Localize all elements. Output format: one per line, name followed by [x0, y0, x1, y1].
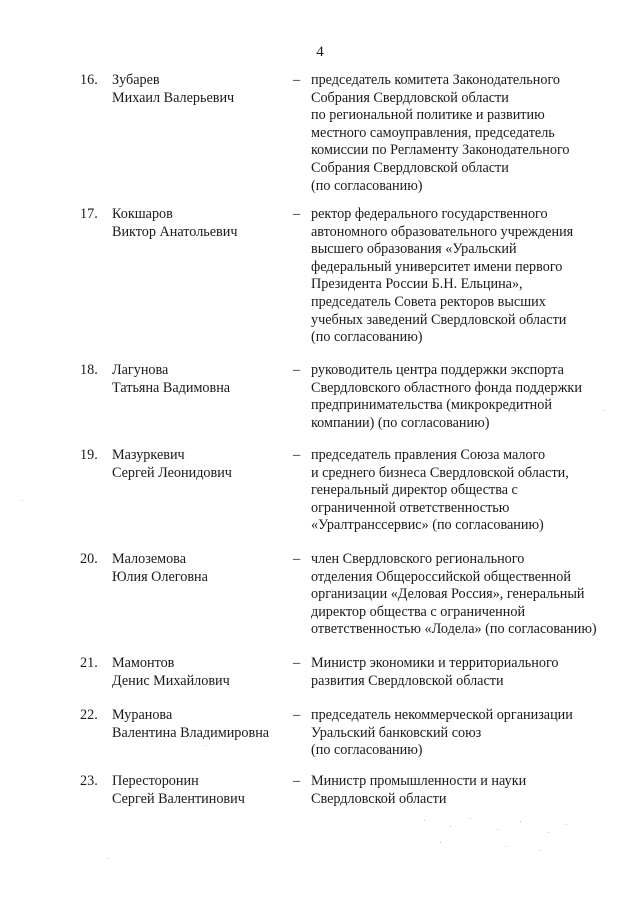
scan-speck [206, 745, 207, 746]
entry-number: 23. [80, 773, 98, 789]
member-name [112, 773, 292, 808]
entry-dash: – [293, 707, 301, 723]
position-line: (по согласованию) [311, 742, 423, 759]
position-line: автономного образовательного учреждения [311, 223, 574, 240]
position-line: и среднего бизнеса Свердловской области, [311, 464, 569, 481]
entry-number: 16. [80, 72, 98, 88]
member-surname: Мамонтов [112, 655, 175, 671]
scan-speck [566, 824, 567, 825]
position-line: местного самоуправления, председатель [311, 124, 555, 141]
scan-speck [108, 858, 109, 859]
scan-speck [450, 826, 451, 827]
position-line: Уральский банковский союз [311, 724, 482, 741]
member-surname: Малоземова [112, 551, 186, 567]
position-line: Свердловского областного фонда поддержки [311, 379, 582, 396]
member-surname: Кокшаров [112, 206, 173, 222]
position-line: предпринимательства (микрокредитной [311, 397, 552, 414]
position-line: компании) (по согласованию) [311, 414, 490, 431]
entry-number: 18. [80, 362, 98, 378]
member-given-names: Сергей Леонидович [112, 464, 232, 481]
member-given-names: Михаил Валерьевич [112, 89, 235, 106]
position-line: руководитель центра поддержки экспорта [311, 362, 564, 378]
position-line: (по согласованию) [311, 329, 423, 346]
member-position [311, 72, 611, 195]
member-name [112, 447, 292, 482]
entry-number: 19. [80, 447, 98, 463]
position-line: Президента России Б.Н. Ельцина», [311, 276, 523, 293]
member-name [112, 362, 292, 397]
position-line: отделения Общероссийской общественной [311, 568, 571, 585]
position-line: генеральный директор общества с [311, 482, 518, 499]
position-line: директор общества с ограниченной [311, 603, 526, 620]
scan-speck [603, 410, 604, 411]
member-given-names: Татьяна Вадимовна [112, 379, 231, 396]
position-line: председатель комитета Законодательного [311, 72, 561, 88]
position-line: учебных заведений Свердловской области [311, 311, 567, 328]
member-surname: Лагунова [112, 362, 169, 378]
position-line: Собрания Свердловской области [311, 159, 509, 176]
entry-number: 20. [80, 551, 98, 567]
member-name [112, 655, 292, 690]
member-surname: Мазуркевич [112, 447, 185, 463]
member-surname: Пересторонин [112, 773, 199, 789]
position-line: председатель Совета ректоров высших [311, 293, 546, 310]
position-line: федеральный университет имени первого [311, 258, 563, 275]
scan-speck [540, 850, 541, 851]
member-name [112, 707, 292, 742]
entry-dash: – [293, 72, 301, 88]
member-name [112, 551, 292, 586]
entry-number: 17. [80, 206, 98, 222]
member-position [311, 773, 611, 808]
member-position [311, 551, 611, 639]
member-name [112, 72, 292, 107]
entry-dash: – [293, 655, 301, 671]
position-line: ограниченной ответственностью [311, 499, 510, 516]
position-line: организации «Деловая Россия», генеральный [311, 586, 585, 603]
member-surname: Зубарев [112, 72, 160, 88]
position-line: председатель некоммерческой организации [311, 707, 573, 723]
member-position [311, 362, 611, 432]
position-line: Собрания Свердловской области [311, 89, 509, 106]
member-position [311, 206, 611, 347]
position-line: Министр промышленности и науки [311, 773, 527, 789]
entry-dash: – [293, 551, 301, 567]
member-given-names: Юлия Олеговна [112, 568, 208, 585]
position-line: член Свердловского регионального [311, 551, 525, 567]
member-given-names: Сергей Валентинович [112, 790, 245, 807]
scan-speck [520, 821, 521, 822]
member-position [311, 707, 611, 760]
entry-dash: – [293, 206, 301, 222]
position-line: высшего образования «Уральский [311, 241, 517, 258]
member-given-names: Валентина Владимировна [112, 724, 270, 741]
position-line: комиссии по Регламенту Законодательного [311, 142, 570, 159]
position-line: по региональной политике и развитию [311, 107, 545, 124]
member-surname: Муранова [112, 707, 173, 723]
entry-dash: – [293, 447, 301, 463]
page-number: 4 [316, 44, 324, 60]
position-line: Министр экономики и территориального [311, 655, 559, 671]
entry-dash: – [293, 773, 301, 789]
position-line: развития Свердловской области [311, 672, 504, 689]
scan-speck [505, 846, 506, 847]
entry-number: 22. [80, 707, 98, 723]
entry-number: 21. [80, 655, 98, 671]
member-position [311, 655, 611, 690]
scan-speck [497, 829, 498, 830]
scan-speck [440, 842, 441, 843]
position-line: ответственностью «Лодела» (по согласованию) [311, 621, 597, 638]
position-line: Свердловской области [311, 790, 447, 807]
scan-speck [424, 820, 425, 821]
position-line: председатель правления Союза малого [311, 447, 546, 463]
member-given-names: Денис Михайлович [112, 672, 230, 689]
scan-speck [548, 832, 549, 833]
member-given-names: Виктор Анатольевич [112, 223, 238, 240]
member-position [311, 447, 611, 535]
member-name [112, 206, 292, 241]
position-line: ректор федерального государственного [311, 206, 548, 222]
scan-speck [22, 500, 23, 501]
position-line: «Уралтранссервис» (по согласованию) [311, 517, 544, 534]
position-line: (по согласованию) [311, 177, 423, 194]
entry-dash: – [293, 362, 301, 378]
scan-speck [470, 818, 471, 819]
